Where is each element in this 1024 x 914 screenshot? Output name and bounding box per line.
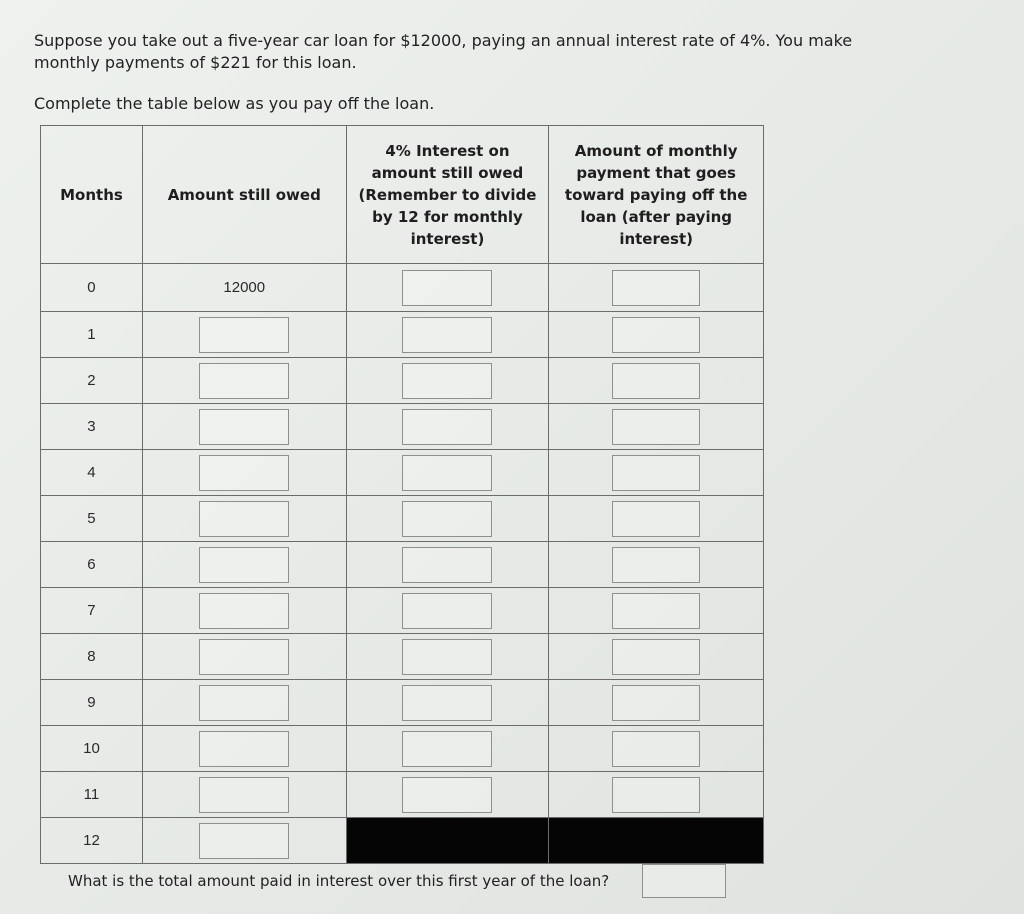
principal-input[interactable] bbox=[612, 593, 700, 629]
owed-input[interactable] bbox=[199, 501, 289, 537]
principal-input[interactable] bbox=[612, 270, 700, 306]
interest-input[interactable] bbox=[402, 455, 492, 491]
blacked-out-cell bbox=[549, 818, 764, 864]
table-row bbox=[41, 772, 764, 818]
month-cell: 8 bbox=[41, 634, 143, 680]
owed-cell bbox=[142, 680, 346, 726]
owed-cell bbox=[142, 588, 346, 634]
instruction-text: Complete the table below as you pay off the loan. bbox=[34, 94, 435, 113]
table-row bbox=[41, 358, 764, 404]
owed-input[interactable] bbox=[199, 455, 289, 491]
owed-cell bbox=[142, 726, 346, 772]
interest-cell bbox=[346, 264, 549, 312]
principal-cell bbox=[549, 312, 764, 358]
table-row bbox=[41, 588, 764, 634]
interest-cell bbox=[346, 634, 549, 680]
month-cell: 2 bbox=[41, 358, 143, 404]
table-row bbox=[41, 634, 764, 680]
header-amount-owed: Amount still owed bbox=[142, 126, 346, 264]
month-cell: 6 bbox=[41, 542, 143, 588]
principal-cell bbox=[549, 588, 764, 634]
owed-cell bbox=[142, 634, 346, 680]
principal-input[interactable] bbox=[612, 547, 700, 583]
total-interest-input[interactable] bbox=[642, 864, 726, 898]
month-cell: 4 bbox=[41, 450, 143, 496]
table-row bbox=[41, 818, 764, 864]
owed-cell bbox=[142, 312, 346, 358]
table-row bbox=[41, 312, 764, 358]
interest-cell bbox=[346, 358, 549, 404]
principal-cell bbox=[549, 680, 764, 726]
principal-cell bbox=[549, 404, 764, 450]
principal-input[interactable] bbox=[612, 455, 700, 491]
principal-input[interactable] bbox=[612, 685, 700, 721]
table-row bbox=[41, 680, 764, 726]
interest-input[interactable] bbox=[402, 639, 492, 675]
principal-input[interactable] bbox=[612, 317, 700, 353]
owed-cell bbox=[142, 496, 346, 542]
owed-cell bbox=[142, 358, 346, 404]
header-months: Months bbox=[41, 126, 143, 264]
owed-input[interactable] bbox=[199, 639, 289, 675]
interest-cell bbox=[346, 542, 549, 588]
table-row bbox=[41, 404, 764, 450]
interest-cell bbox=[346, 680, 549, 726]
principal-input[interactable] bbox=[612, 363, 700, 399]
owed-input[interactable] bbox=[199, 547, 289, 583]
interest-input[interactable] bbox=[402, 731, 492, 767]
principal-cell bbox=[549, 772, 764, 818]
principal-cell bbox=[549, 634, 764, 680]
interest-input[interactable] bbox=[402, 547, 492, 583]
month-cell: 1 bbox=[41, 312, 143, 358]
interest-cell bbox=[346, 450, 549, 496]
owed-cell bbox=[142, 772, 346, 818]
interest-input[interactable] bbox=[402, 685, 492, 721]
interest-cell bbox=[346, 726, 549, 772]
header-payment-principal: Amount of monthly payment that goes toward paying off the loan (after paying interest) bbox=[549, 126, 764, 264]
principal-input[interactable] bbox=[612, 409, 700, 445]
owed-input[interactable] bbox=[199, 777, 289, 813]
owed-cell bbox=[142, 818, 346, 864]
interest-input[interactable] bbox=[402, 363, 492, 399]
owed-input[interactable] bbox=[199, 593, 289, 629]
owed-input[interactable] bbox=[199, 409, 289, 445]
table-row bbox=[41, 542, 764, 588]
table-header-row bbox=[41, 126, 764, 264]
interest-cell bbox=[346, 772, 549, 818]
header-interest: 4% Interest on amount still owed (Remember to divide by 12 for monthly interest) bbox=[346, 126, 549, 264]
interest-input[interactable] bbox=[402, 501, 492, 537]
total-interest-question: What is the total amount paid in interest over this first year of the loan? bbox=[68, 872, 610, 890]
principal-cell bbox=[549, 726, 764, 772]
month-cell: 12 bbox=[41, 818, 143, 864]
principal-cell bbox=[549, 450, 764, 496]
interest-cell bbox=[346, 404, 549, 450]
month-cell: 7 bbox=[41, 588, 143, 634]
owed-input[interactable] bbox=[199, 731, 289, 767]
interest-input[interactable] bbox=[402, 270, 492, 306]
interest-input[interactable] bbox=[402, 409, 492, 445]
month-cell: 0 bbox=[41, 264, 143, 312]
owed-cell bbox=[142, 450, 346, 496]
interest-cell bbox=[346, 312, 549, 358]
interest-input[interactable] bbox=[402, 777, 492, 813]
problem-statement: Suppose you take out a five-year car loan for $12000, paying an annual interest rate of 4%. You make monthly payments of $221 for this loan. bbox=[34, 31, 853, 72]
principal-input[interactable] bbox=[612, 777, 700, 813]
principal-input[interactable] bbox=[612, 501, 700, 537]
owed-input[interactable] bbox=[199, 363, 289, 399]
month-cell: 9 bbox=[41, 680, 143, 726]
month-cell: 11 bbox=[41, 772, 143, 818]
interest-cell bbox=[346, 588, 549, 634]
principal-cell bbox=[549, 358, 764, 404]
principal-input[interactable] bbox=[612, 639, 700, 675]
interest-cell bbox=[346, 496, 549, 542]
interest-input[interactable] bbox=[402, 317, 492, 353]
table-row bbox=[41, 264, 764, 312]
loan-table bbox=[40, 125, 764, 864]
owed-cell: 12000 bbox=[142, 264, 346, 312]
month-cell: 3 bbox=[41, 404, 143, 450]
principal-cell bbox=[549, 542, 764, 588]
blacked-out-cell bbox=[346, 818, 549, 864]
interest-input[interactable] bbox=[402, 593, 492, 629]
table-row bbox=[41, 496, 764, 542]
table-row bbox=[41, 450, 764, 496]
owed-input[interactable] bbox=[199, 317, 289, 353]
month-cell: 5 bbox=[41, 496, 143, 542]
table-row bbox=[41, 726, 764, 772]
owed-cell bbox=[142, 404, 346, 450]
principal-input[interactable] bbox=[612, 731, 700, 767]
owed-input[interactable] bbox=[199, 823, 289, 859]
owed-cell bbox=[142, 542, 346, 588]
month-cell: 10 bbox=[41, 726, 143, 772]
principal-cell bbox=[549, 264, 764, 312]
principal-cell bbox=[549, 496, 764, 542]
owed-input[interactable] bbox=[199, 685, 289, 721]
